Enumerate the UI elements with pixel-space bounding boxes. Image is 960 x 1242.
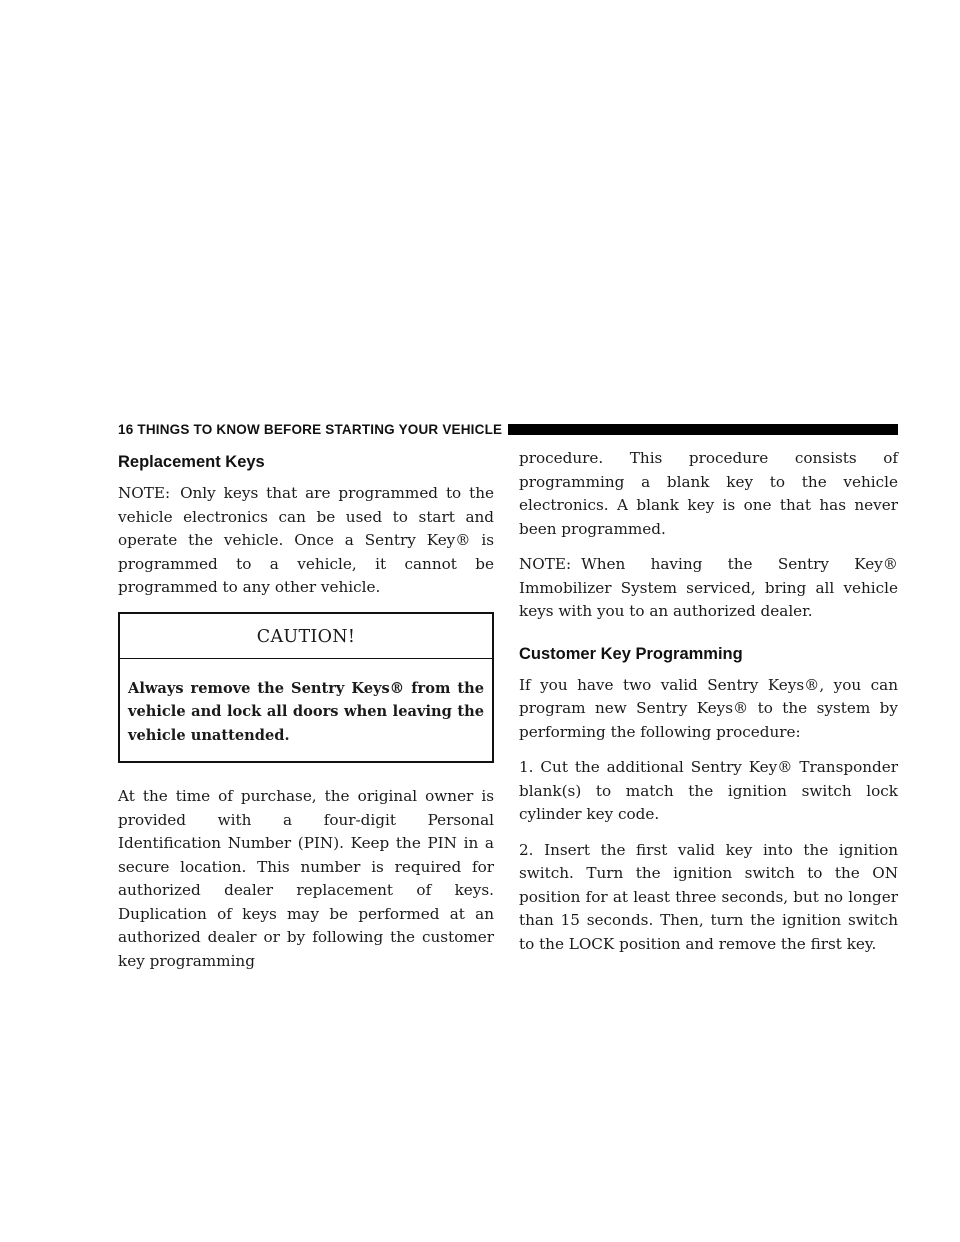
note-text-2: When having the Sentry Key® Immobilizer System serviced, bring all vehicle keys with you to an authorized dealer. <box>519 555 898 620</box>
header-rule <box>508 424 898 435</box>
section-heading-customer-key-programming: Customer Key Programming <box>519 644 743 663</box>
note-text: Only keys that are programmed to the vehicle electronics can be used to start and operate the vehicle. Once a Sentry Key® is programmed to a vehicle, it cannot be programmed to any other vehicle. <box>118 484 494 596</box>
right-column <box>519 449 898 968</box>
caution-box <box>118 612 494 764</box>
note-label: NOTE: <box>118 484 171 502</box>
intro-paragraph: If you have two valid Sentry Keys®, you can program new Sentry Keys® to the system by performing the following procedure: <box>519 675 898 741</box>
left-column <box>118 452 494 985</box>
step-1: 1. Cut the additional Sentry Key® Transponder blank(s) to match the ignition switch lock cylinder key code. <box>519 758 898 823</box>
pin-paragraph: At the time of purchase, the original owner is provided with a four-digit Personal Identification Number (PIN). Keep the PIN in a secure location. This number is required for authorized dealer replacement of keys. Duplication of keys may be performed at an authorized dealer or by following the customer key programming <box>118 787 494 970</box>
note-label-2: NOTE: <box>519 555 572 573</box>
note-paragraph-2 <box>519 553 898 624</box>
section-heading-replacement-keys: Replacement Keys <box>118 453 265 471</box>
step-2: 2. Insert the first valid key into the ignition switch. Turn the ignition switch to the ON position for at least three seconds, but no longer than 15 seconds. Then, turn the ignition switch to the LOCK position and remove the first key. <box>519 840 898 953</box>
page-header-label: 16 THINGS TO KNOW BEFORE STARTING YOUR VEHICLE <box>118 421 503 437</box>
note-paragraph <box>118 482 494 600</box>
caution-text: Always remove the Sentry Keys® from the vehicle and lock all doors when leaving the vehicle unattended. <box>128 679 484 744</box>
caution-title: CAUTION! <box>120 614 492 659</box>
page-header <box>118 421 898 437</box>
procedure-continued-paragraph: procedure. This procedure consists of programming a blank key to the vehicle electronics. A blank key is one that has never been programmed. <box>519 449 898 538</box>
